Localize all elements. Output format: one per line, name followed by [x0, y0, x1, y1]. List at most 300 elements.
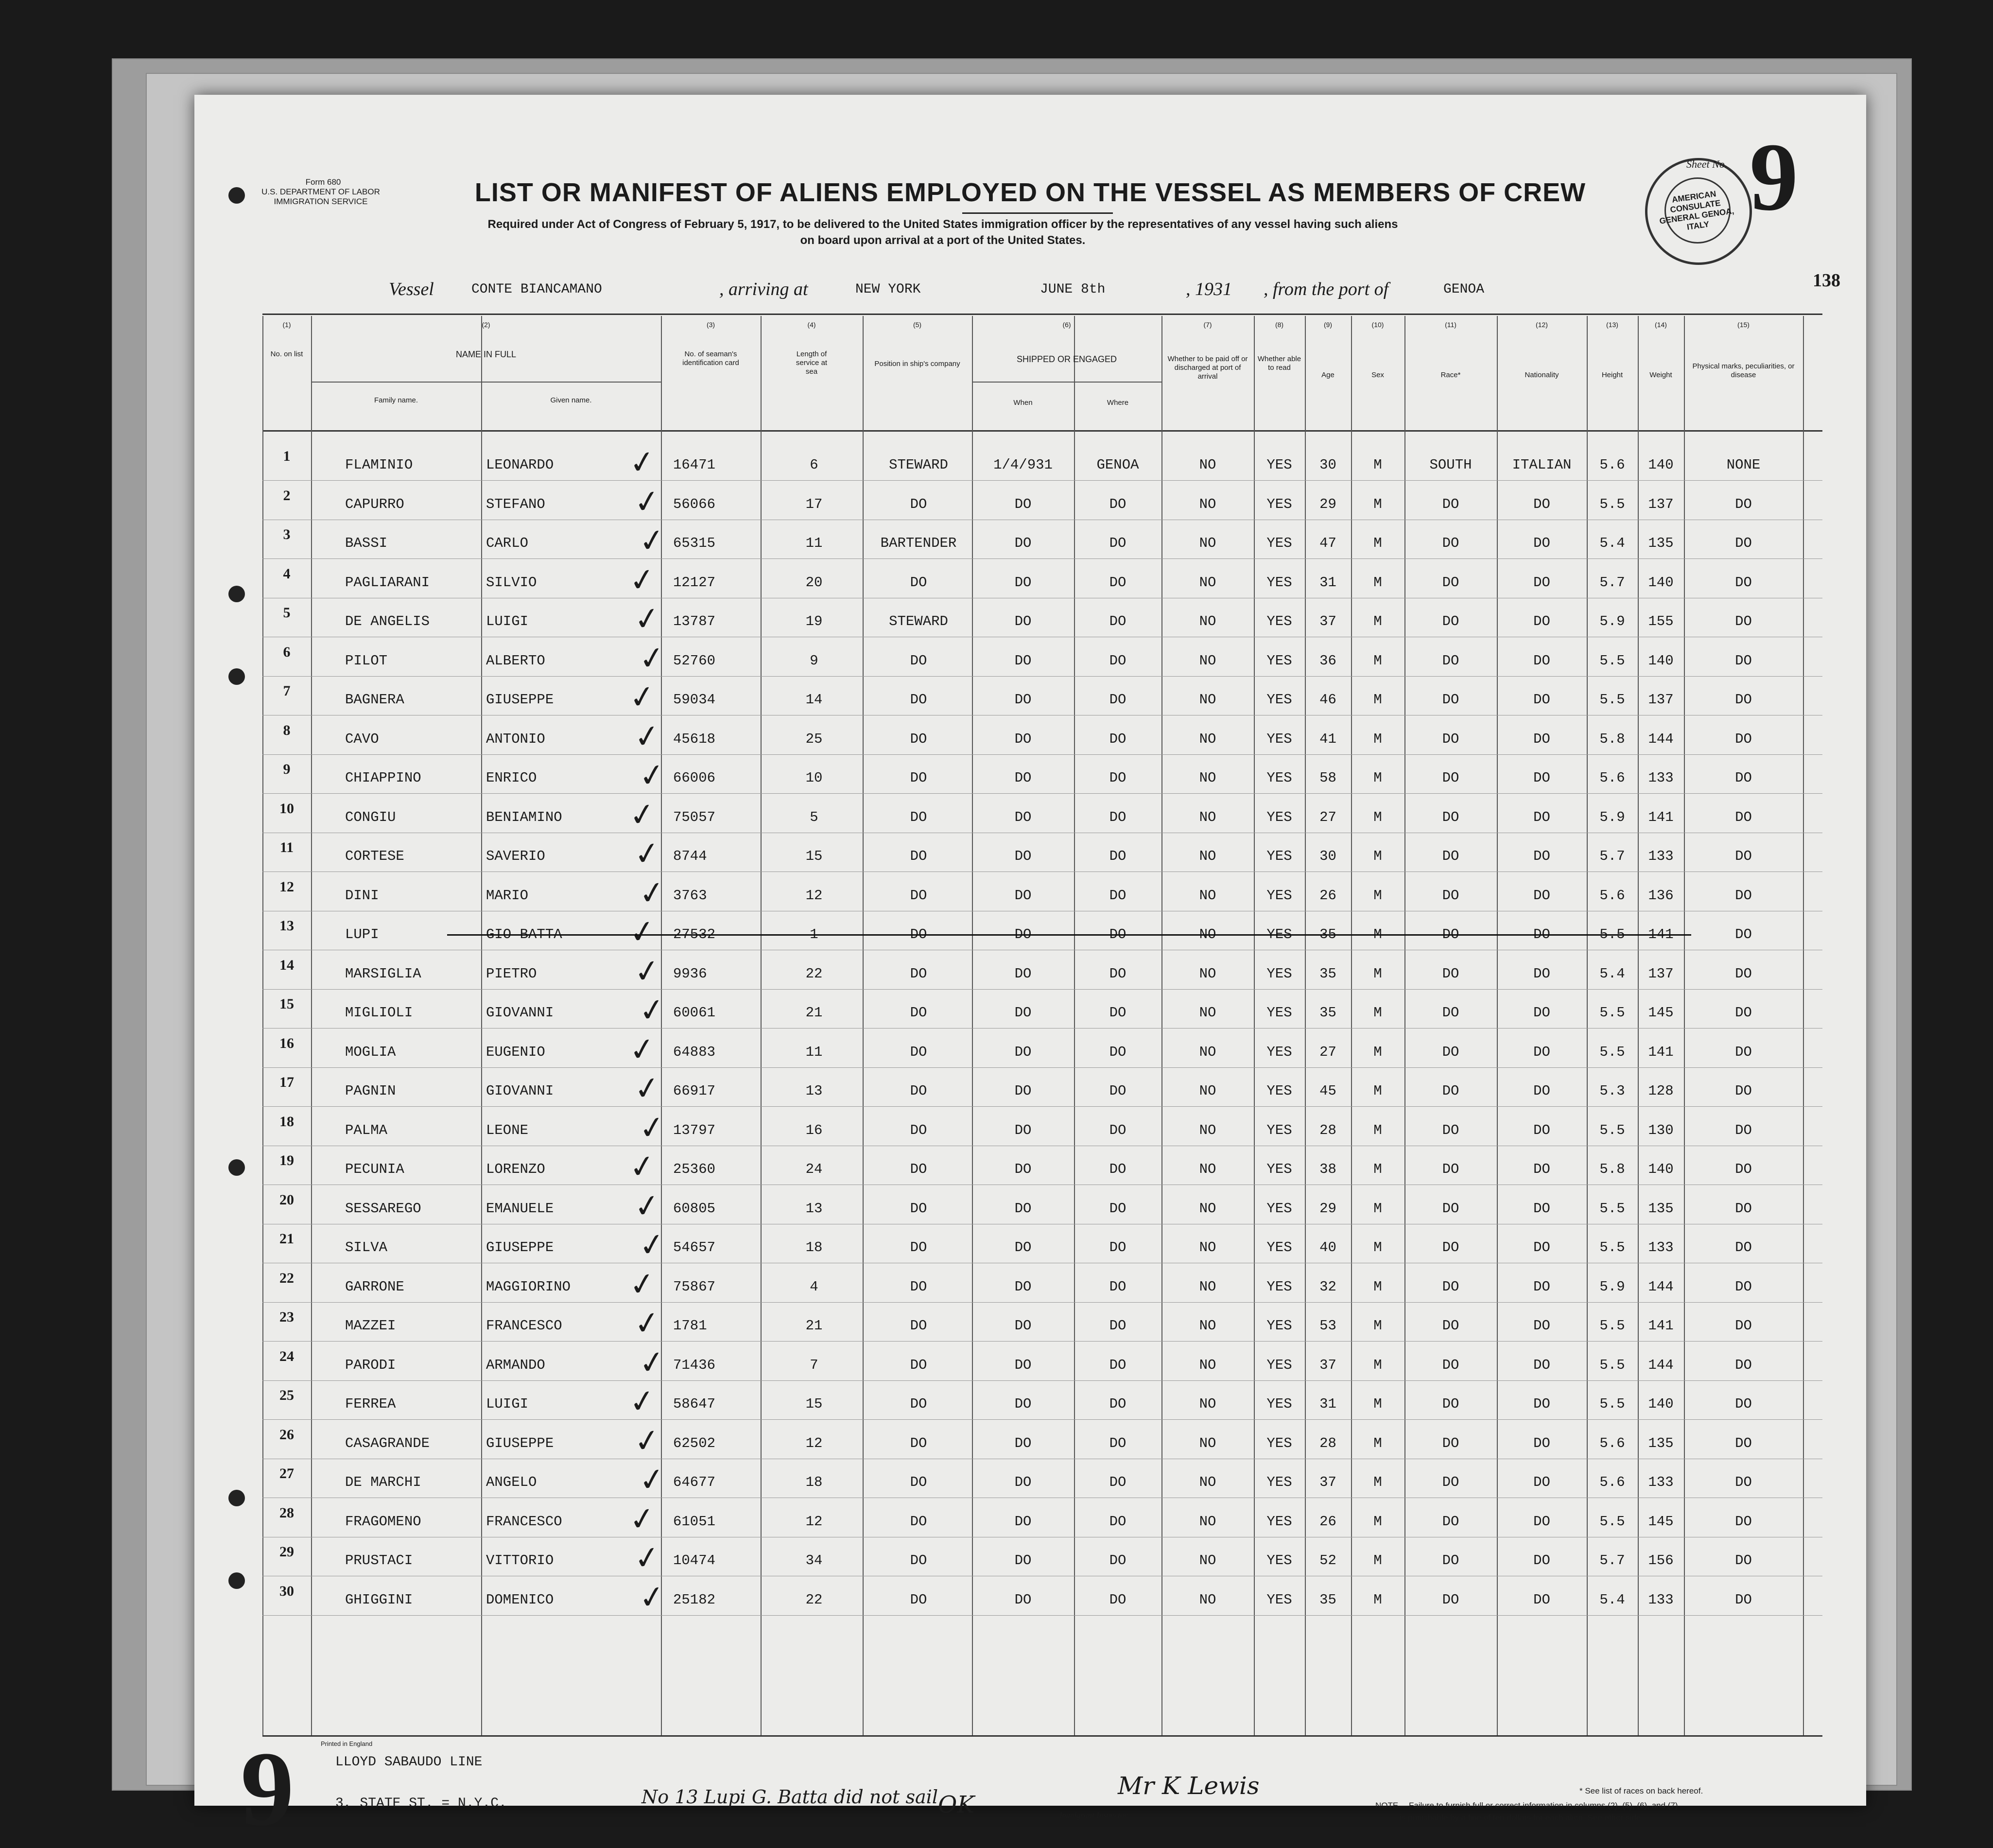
cell-height: 5.5 [1599, 652, 1625, 669]
cell-nationality: DO [1533, 1200, 1550, 1217]
cell-card: 64883 [673, 1044, 716, 1060]
check-mark: ✓ [637, 1225, 668, 1265]
cell-sex: M [1373, 1318, 1382, 1334]
table-row [194, 717, 1866, 770]
row-rule [262, 676, 1822, 677]
cell-paid: NO [1199, 809, 1216, 825]
cell-read: YES [1266, 1005, 1292, 1021]
cell-given: VITTORIO [486, 1552, 554, 1569]
cell-marks: DO [1735, 1357, 1752, 1373]
table-row [194, 873, 1866, 926]
cell-race: DO [1442, 1083, 1459, 1099]
cell-when: DO [1014, 496, 1032, 512]
cell-race: DO [1442, 1513, 1459, 1530]
table-row [194, 1030, 1866, 1083]
cell-where: DO [1109, 1357, 1126, 1373]
cell-family: CHIAPPINO [345, 770, 421, 786]
cell-card: 25360 [673, 1161, 716, 1177]
cell-weight: 156 [1648, 1552, 1674, 1569]
cell-height: 5.9 [1599, 613, 1625, 629]
col14-num: (14) [1655, 321, 1667, 329]
cell-read: YES [1266, 1474, 1292, 1490]
cell-when: DO [1014, 848, 1032, 864]
table-top-rule [262, 314, 1822, 315]
cell-read: YES [1266, 926, 1292, 942]
col9-num: (9) [1323, 321, 1333, 329]
cell-age: 45 [1319, 1083, 1336, 1099]
row-rule [262, 1380, 1822, 1381]
cell-service: 21 [805, 1005, 823, 1021]
cell-paid: NO [1199, 926, 1216, 942]
cell-marks: DO [1735, 1278, 1752, 1295]
cell-sex: M [1373, 965, 1382, 982]
cell-nationality: DO [1533, 1357, 1550, 1373]
cell-read: YES [1266, 965, 1292, 982]
cell-given: GIO BATTA [486, 926, 562, 942]
cell-card: 61051 [673, 1513, 716, 1530]
cell-paid: NO [1199, 1591, 1216, 1608]
cell-nationality: DO [1533, 1552, 1550, 1569]
cell-when: DO [1014, 887, 1032, 904]
check-mark: ✓ [627, 1382, 658, 1422]
cell-weight: 141 [1648, 809, 1674, 825]
cell-position: DO [910, 496, 927, 512]
cell-position: DO [910, 574, 927, 591]
cell-when: DO [1014, 1474, 1032, 1490]
cell-service: 7 [810, 1357, 818, 1373]
cell-nationality: DO [1533, 613, 1550, 629]
cell-family: PAGNIN [345, 1083, 396, 1099]
cell-service: 12 [805, 1435, 823, 1451]
check-mark: ✓ [632, 952, 663, 991]
cell-age: 30 [1319, 457, 1336, 473]
row-number: 17 [279, 1074, 294, 1090]
cell-where: DO [1109, 731, 1126, 747]
cell-position: DO [910, 1357, 927, 1373]
cell-height: 5.7 [1599, 1552, 1625, 1569]
table-row [194, 1265, 1866, 1318]
cell-family: GARRONE [345, 1278, 404, 1295]
cell-read: YES [1266, 809, 1292, 825]
cell-card: 56066 [673, 496, 716, 512]
cell-read: YES [1266, 613, 1292, 629]
cell-where: DO [1109, 770, 1126, 786]
cell-marks: DO [1735, 613, 1752, 629]
cell-service: 14 [805, 692, 823, 708]
col-race: Race* [1440, 371, 1461, 379]
cell-given: MARIO [486, 887, 529, 904]
arrival-year: , 1931 [1186, 279, 1232, 299]
cell-height: 5.5 [1599, 692, 1625, 708]
row-number: 26 [279, 1426, 294, 1443]
cell-paid: NO [1199, 887, 1216, 904]
cell-race: DO [1442, 1552, 1459, 1569]
col-no-on-list: No. on list [270, 350, 303, 358]
cell-position: DO [910, 926, 927, 942]
cell-read: YES [1266, 1396, 1292, 1412]
cell-nationality: DO [1533, 848, 1550, 864]
cell-race: DO [1442, 848, 1459, 864]
cell-weight: 144 [1648, 1357, 1674, 1373]
cell-card: 10474 [673, 1552, 716, 1569]
check-mark: ✓ [627, 1499, 658, 1539]
table-row [194, 521, 1866, 574]
cell-when: DO [1014, 1591, 1032, 1608]
cell-card: 25182 [673, 1591, 716, 1608]
cell-when: DO [1014, 1278, 1032, 1295]
cell-position: DO [910, 1278, 927, 1295]
cell-weight: 144 [1648, 731, 1674, 747]
row-number: 5 [283, 605, 291, 621]
cell-position: DO [910, 809, 927, 825]
cell-when: DO [1014, 652, 1032, 669]
cell-age: 52 [1319, 1552, 1336, 1569]
cell-family: CORTESE [345, 848, 404, 864]
check-mark: ✓ [632, 1304, 663, 1343]
cell-paid: NO [1199, 1200, 1216, 1217]
cell-race: DO [1442, 887, 1459, 904]
cell-where: DO [1109, 1318, 1126, 1334]
col12-num: (12) [1536, 321, 1548, 329]
cell-marks: NONE [1726, 457, 1761, 473]
cell-family: PRUSTACI [345, 1552, 413, 1569]
cell-family: MIGLIOLI [345, 1005, 413, 1021]
col-sex: Sex [1371, 371, 1384, 379]
cell-sex: M [1373, 731, 1382, 747]
cell-position: DO [910, 1513, 927, 1530]
shipped-subrule [972, 382, 1161, 383]
cell-read: YES [1266, 1200, 1292, 1217]
cell-given: EMANUELE [486, 1200, 554, 1217]
sheet-number-large: 9 [241, 1729, 294, 1848]
cell-nationality: DO [1533, 1591, 1550, 1608]
cell-position: DO [910, 887, 927, 904]
cell-paid: NO [1199, 457, 1216, 473]
cell-marks: DO [1735, 1239, 1752, 1255]
cell-weight: 140 [1648, 574, 1674, 591]
cell-age: 58 [1319, 770, 1336, 786]
cell-weight: 137 [1648, 692, 1674, 708]
cell-when: DO [1014, 1083, 1032, 1099]
cell-sex: M [1373, 1083, 1382, 1099]
cell-paid: NO [1199, 1318, 1216, 1334]
cell-read: YES [1266, 1239, 1292, 1255]
cell-sex: M [1373, 1239, 1382, 1255]
cell-position: STEWARD [889, 457, 948, 473]
cell-family: CAVO [345, 731, 379, 747]
col-shipped-engaged: SHIPPED OR ENGAGED [1016, 354, 1117, 364]
table-row [194, 639, 1866, 692]
col3-num: (3) [706, 321, 715, 329]
row-rule [262, 1106, 1822, 1107]
cell-card: 3763 [673, 887, 707, 904]
cell-where: DO [1109, 1513, 1126, 1530]
cell-when: DO [1014, 731, 1032, 747]
penalty-note-1: NOTE.—Failure to furnish full or correct information in columns (2), (5), (6), and (7) [1375, 1801, 1678, 1810]
cell-height: 5.9 [1599, 1278, 1625, 1295]
cell-where: DO [1109, 692, 1126, 708]
cell-race: DO [1442, 1396, 1459, 1412]
cell-read: YES [1266, 457, 1292, 473]
cell-when: DO [1014, 1435, 1032, 1451]
cell-sex: M [1373, 887, 1382, 904]
cell-service: 24 [805, 1161, 823, 1177]
cell-race: DO [1442, 1239, 1459, 1255]
table-row [194, 834, 1866, 887]
col-given-name: Given name. [550, 396, 592, 404]
row-number: 25 [279, 1387, 294, 1403]
cell-sex: M [1373, 692, 1382, 708]
table-row [194, 795, 1866, 848]
row-number: 30 [279, 1583, 294, 1599]
cell-where: DO [1109, 1552, 1126, 1569]
cell-service: 18 [805, 1474, 823, 1490]
cell-service: 15 [805, 848, 823, 864]
col6-num: (6) [1062, 321, 1071, 329]
cell-position: DO [910, 731, 927, 747]
cell-height: 5.3 [1599, 1083, 1625, 1099]
cell-weight: 133 [1648, 1239, 1674, 1255]
cell-height: 5.5 [1599, 1396, 1625, 1412]
cell-height: 5.5 [1599, 1318, 1625, 1334]
row-rule [262, 989, 1822, 990]
cell-marks: DO [1735, 965, 1752, 982]
cell-when: 1/4/931 [993, 457, 1053, 473]
cell-paid: NO [1199, 1435, 1216, 1451]
cell-paid: NO [1199, 770, 1216, 786]
col-id-card: No. of seaman's identification card [682, 350, 739, 367]
cell-age: 29 [1319, 496, 1336, 512]
cell-marks: DO [1735, 1474, 1752, 1490]
row-rule [262, 1615, 1822, 1616]
printed-note: Printed in England [321, 1740, 373, 1747]
row-number: 1 [283, 448, 291, 464]
cell-position: DO [910, 1200, 927, 1217]
table-row [194, 1108, 1866, 1161]
cell-marks: DO [1735, 926, 1752, 942]
cell-position: DO [910, 1083, 927, 1099]
cell-height: 5.4 [1599, 1591, 1625, 1608]
arrival-date: JUNE 8th [1040, 282, 1106, 297]
cell-age: 26 [1319, 887, 1336, 904]
cell-card: 45618 [673, 731, 716, 747]
table-row [194, 1069, 1866, 1122]
check-mark: ✓ [637, 873, 668, 913]
cell-race: DO [1442, 1200, 1459, 1217]
cell-age: 37 [1319, 1357, 1336, 1373]
cell-marks: DO [1735, 731, 1752, 747]
cell-read: YES [1266, 887, 1292, 904]
table-row [194, 1186, 1866, 1239]
row-rule [262, 1302, 1822, 1303]
cell-read: YES [1266, 1435, 1292, 1451]
cell-family: MAZZEI [345, 1318, 396, 1334]
col13-num: (13) [1606, 321, 1618, 329]
cell-paid: NO [1199, 1161, 1216, 1177]
cell-weight: 128 [1648, 1083, 1674, 1099]
department-name: U.S. DEPARTMENT OF LABOR [261, 187, 380, 196]
row-rule [262, 1028, 1822, 1029]
table-row [194, 1460, 1866, 1513]
cell-card: 13797 [673, 1122, 716, 1138]
cell-nationality: DO [1533, 731, 1550, 747]
cell-race: DO [1442, 1005, 1459, 1021]
cell-marks: DO [1735, 1396, 1752, 1412]
cell-nationality: DO [1533, 809, 1550, 825]
cell-nationality: DO [1533, 692, 1550, 708]
col8-num: (8) [1275, 321, 1284, 329]
cell-given: SILVIO [486, 574, 537, 591]
cell-read: YES [1266, 1552, 1292, 1569]
cell-marks: DO [1735, 1318, 1752, 1334]
penalty-note-2: is punishable by a fine of ten dollars for each alien. See other side. [1400, 1813, 1643, 1822]
cell-where: DO [1109, 1474, 1126, 1490]
inspector-signature: Mr K Lewis [1118, 1772, 1260, 1800]
cell-family: BASSI [345, 535, 388, 551]
cell-paid: NO [1199, 1044, 1216, 1060]
cell-where: DO [1109, 652, 1126, 669]
cell-paid: NO [1199, 848, 1216, 864]
cell-position: DO [910, 1044, 927, 1060]
cell-family: MOGLIA [345, 1044, 396, 1060]
cell-given: STEFANO [486, 496, 545, 512]
cell-given: GIUSEPPE [486, 692, 554, 708]
cell-given: LUIGI [486, 1396, 529, 1412]
cell-marks: DO [1735, 652, 1752, 669]
check-mark: ✓ [627, 1265, 658, 1304]
cell-height: 5.6 [1599, 770, 1625, 786]
cell-height: 5.7 [1599, 848, 1625, 864]
cell-family: MARSIGLIA [345, 965, 421, 982]
cell-given: ANTONIO [486, 731, 545, 747]
cell-service: 19 [805, 613, 823, 629]
cell-race: DO [1442, 1044, 1459, 1060]
check-mark: ✓ [632, 834, 663, 874]
check-mark: ✓ [627, 1147, 658, 1187]
cell-given: LEONARDO [486, 457, 554, 473]
cell-family: DINI [345, 887, 379, 904]
cell-paid: NO [1199, 652, 1216, 669]
table-row [194, 1499, 1866, 1552]
cell-read: YES [1266, 1357, 1292, 1373]
cell-marks: DO [1735, 1044, 1752, 1060]
cell-service: 13 [805, 1083, 823, 1099]
race-note: * See list of races on back hereof. [1579, 1786, 1703, 1796]
cell-paid: NO [1199, 1122, 1216, 1138]
cell-nationality: DO [1533, 1122, 1550, 1138]
cell-service: 1 [810, 926, 818, 942]
cell-sex: M [1373, 1396, 1382, 1412]
cell-card: 65315 [673, 535, 716, 551]
cell-service: 6 [810, 457, 818, 473]
cell-nationality: DO [1533, 1083, 1550, 1099]
row-number: 23 [279, 1309, 294, 1325]
cell-where: DO [1109, 1278, 1126, 1295]
cell-height: 5.5 [1599, 1357, 1625, 1373]
cell-height: 5.9 [1599, 809, 1625, 825]
cell-family: LUPI [345, 926, 379, 942]
cell-position: DO [910, 1005, 927, 1021]
cell-marks: DO [1735, 887, 1752, 904]
cell-height: 5.5 [1599, 1239, 1625, 1255]
cell-nationality: DO [1533, 1513, 1550, 1530]
cell-nationality: DO [1533, 652, 1550, 669]
cell-service: 12 [805, 887, 823, 904]
cell-where: DO [1109, 1239, 1126, 1255]
cell-read: YES [1266, 1591, 1292, 1608]
cell-service: 20 [805, 574, 823, 591]
cell-age: 35 [1319, 1005, 1336, 1021]
cell-where: DO [1109, 1435, 1126, 1451]
cell-card: 59034 [673, 692, 716, 708]
cell-race: DO [1442, 1318, 1459, 1334]
cell-nationality: DO [1533, 496, 1550, 512]
cell-paid: NO [1199, 1005, 1216, 1021]
col15-num: (15) [1737, 321, 1750, 329]
cell-paid: NO [1199, 1552, 1216, 1569]
table-row [194, 482, 1866, 535]
row-number: 16 [279, 1035, 294, 1051]
check-mark: ✓ [627, 560, 658, 600]
table-row [194, 952, 1866, 1005]
cell-age: 28 [1319, 1435, 1336, 1451]
cell-given: GIOVANNI [486, 1005, 554, 1021]
cell-paid: NO [1199, 613, 1216, 629]
cell-position: DO [910, 1239, 927, 1255]
row-rule [262, 1341, 1822, 1342]
cell-sex: M [1373, 1161, 1382, 1177]
cell-position: DO [910, 1474, 927, 1490]
table-row [194, 1225, 1866, 1278]
cell-age: 47 [1319, 535, 1336, 551]
cell-read: YES [1266, 1083, 1292, 1099]
cell-marks: DO [1735, 848, 1752, 864]
cell-race: DO [1442, 770, 1459, 786]
row-number: 3 [283, 526, 291, 542]
cell-sex: M [1373, 457, 1382, 473]
row-rule [262, 558, 1822, 559]
cell-where: DO [1109, 1083, 1126, 1099]
cell-nationality: DO [1533, 770, 1550, 786]
table-row [194, 1147, 1866, 1200]
table-row [194, 443, 1866, 496]
cell-when: DO [1014, 770, 1032, 786]
col11-num: (11) [1445, 321, 1456, 329]
sheet-number: 9 [1750, 123, 1798, 231]
cell-service: 34 [805, 1552, 823, 1569]
cell-age: 27 [1319, 1044, 1336, 1060]
cell-nationality: DO [1533, 1005, 1550, 1021]
row-number: 28 [279, 1504, 294, 1521]
cell-given: SAVERIO [486, 848, 545, 864]
cell-race: DO [1442, 574, 1459, 591]
cell-race: DO [1442, 535, 1459, 551]
cell-where: DO [1109, 1396, 1126, 1412]
cell-where: GENOA [1096, 457, 1139, 473]
cell-read: YES [1266, 848, 1292, 864]
subtitle-line-1: Required under Act of Congress of February 5, 1917, to be delivered to the United States immigration officer by the representatives of any vessel having such aliens [487, 218, 1398, 231]
ok-mark: OK [938, 1791, 975, 1818]
cell-weight: 145 [1648, 1005, 1674, 1021]
cell-family: CASAGRANDE [345, 1435, 430, 1451]
cell-marks: DO [1735, 692, 1752, 708]
cell-height: 5.5 [1599, 1005, 1625, 1021]
cell-age: 31 [1319, 574, 1336, 591]
cell-position: DO [910, 965, 927, 982]
cell-service: 11 [805, 535, 823, 551]
header-bottom-rule [262, 430, 1822, 432]
row-number: 2 [283, 487, 291, 504]
